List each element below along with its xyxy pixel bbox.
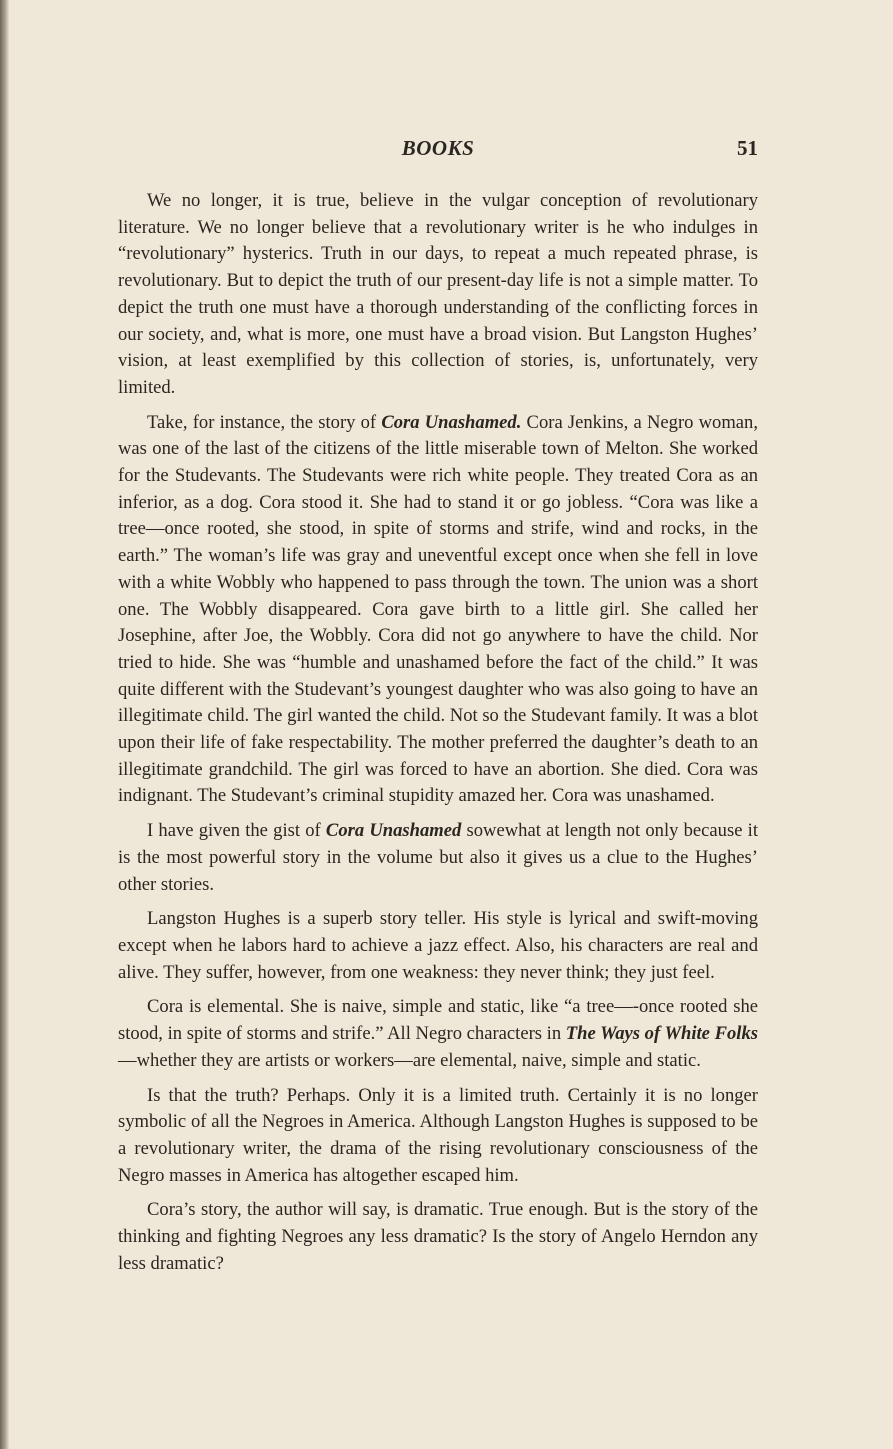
paragraph bbox=[118, 1197, 758, 1277]
text-run: Cora Jenkins, a Negro woman, was one of the last of the citizens of the little miserable town of Melton. She worked for the Studevants. The Studevants were rich white people. They treated Cora as an inferior, as a dog. Cora stood it. She had to stand it or go jobless. “Cora was like a tree—once rooted, she stood, in spite of storms and strife, wind and rocks, in the earth.” The woman’s life was gray and uneventful except once when she fell in love with a white Wobbly who happened to pass through the town. The union was a short one. The Wobbly disappeared. Cora gave birth to a little girl. She called her Josephine, after Joe, the Wobbly. Cora did not go anywhere to have the child. Nor tried to hide. She was “humble and unashamed before the fact of the child.” It was quite different with the Studevant’s youngest daughter who was also going to have an illegitimate child. The girl wanted the child. Not so the Studevant family. It was a blot upon their life of fake respectability. The mother preferred the daughter’s death to an illegitimate grandchild. The girl was forced to have an abortion. She died. Cora was indignant. The Studevant’s criminal stupidity amazed her. Cora was unashamed. bbox=[118, 411, 759, 807]
text-run: Is that the truth? Perhaps. Only it is a limited truth. Certainly it is no longer symbolic of all the Negroes in America. Although Langston Hughes is supposed to be a revolutionary writer, the drama of the rising revolutionary consciousness of the Negro masses in America has altogether escaped him. bbox=[118, 1084, 758, 1186]
page-binding-edge bbox=[0, 0, 9, 1449]
paragraph bbox=[118, 1083, 758, 1190]
text-run: Cora’s story, the author will say, is dramatic. True enough. But is the story of the thinking and fighting Negroes any less dramatic? Is the story of Angelo Herndon any less dramatic? bbox=[118, 1199, 758, 1274]
paragraph bbox=[118, 818, 758, 898]
section-title: BOOKS bbox=[401, 136, 475, 160]
italic-title-run: Cora Unashamed bbox=[325, 820, 462, 842]
text-run: Cora is elemental. She is naive, simple and static, like “a tree—-once rooted she stood, in spite of storms and strife.” All Negro characters in bbox=[118, 996, 758, 1045]
text-run: I have given the gist of bbox=[147, 820, 326, 842]
text-run: Take, for instance, the story of bbox=[147, 411, 382, 433]
article-body bbox=[118, 188, 758, 1277]
text-run: —whether they are artists or workers—are elemental, naive, simple and static. bbox=[118, 1049, 701, 1071]
text-run: Langston Hughes is a superb story teller. His style is lyrical and swift-moving except when he labors hard to achieve a jazz effect. Also, his characters are real and alive. They suffer, however, from one weakness: they never think; they just feel. bbox=[118, 908, 758, 983]
paragraph bbox=[118, 188, 758, 402]
italic-title-run: The Ways of White Folks bbox=[565, 1023, 758, 1045]
paragraph bbox=[118, 410, 758, 811]
page-number: 51 bbox=[737, 136, 758, 160]
running-head bbox=[118, 136, 758, 176]
text-run: sowewhat at length not only because it is the most powerful story in the volume but also it gives us a clue to the Hughes’ other stories. bbox=[118, 820, 758, 895]
paragraph bbox=[118, 906, 758, 986]
italic-title-run: Cora Unashamed. bbox=[381, 411, 522, 433]
text-run: We no longer, it is true, believe in the vulgar conception of revolutionary literature. We no longer believe that a revolutionary writer is he who indulges in “revolutionary” hysterics. Truth in our days, to repeat a much repeated phrase, is revolutionary. But to depict the truth of our present-day life is not a simple matter. To depict the truth one must have a thorough understanding of the conflicting forces in our society, and, what is more, one must have a broad vision. But Langston Hughes’ vision, at least exemplified by this collection of stories, is, unfortunately, very limited. bbox=[118, 190, 758, 398]
paragraph bbox=[118, 994, 758, 1074]
book-page bbox=[118, 136, 758, 1285]
